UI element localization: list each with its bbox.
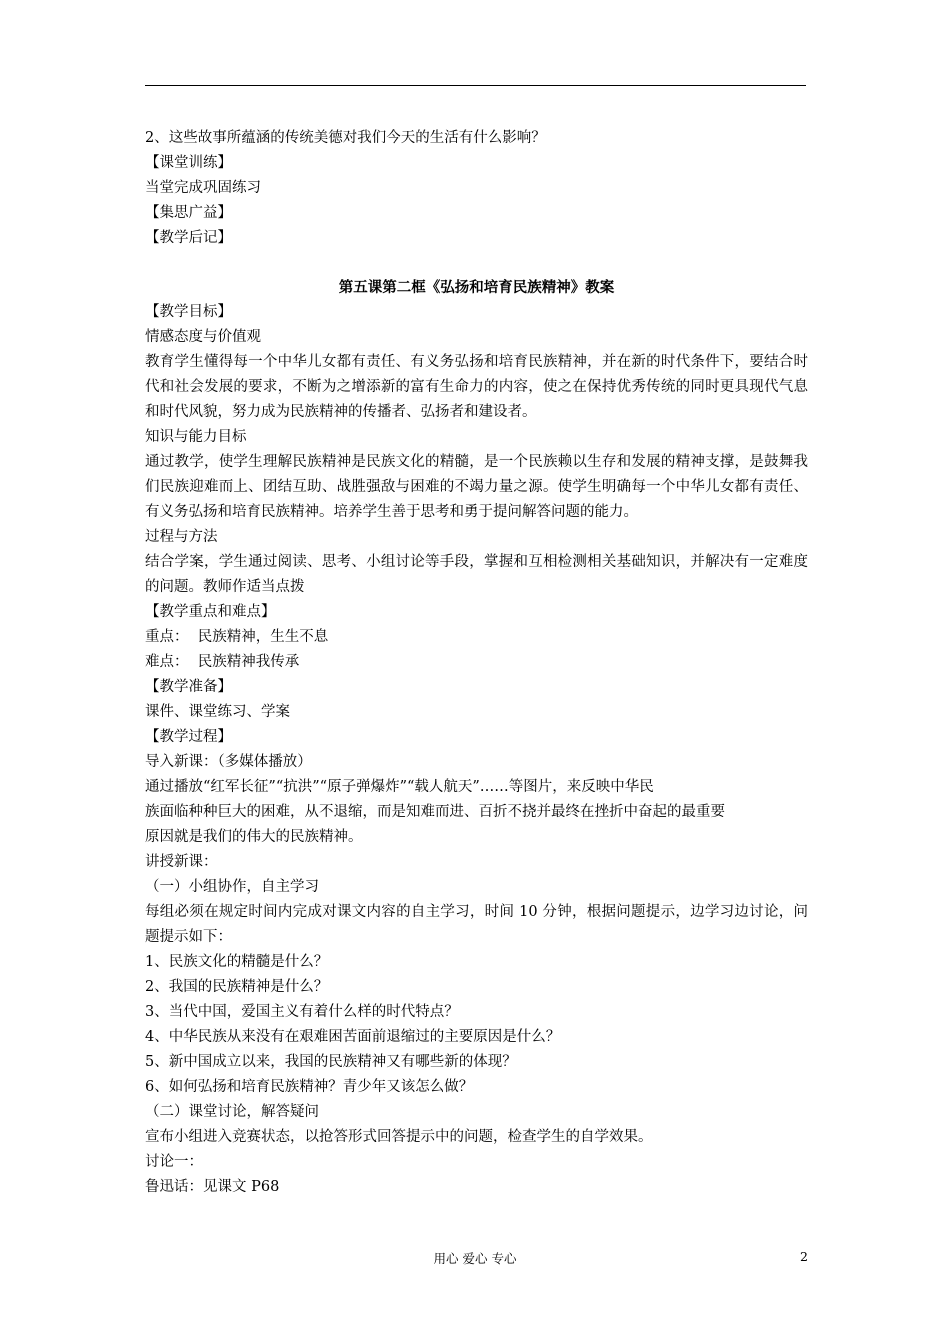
text-line: 2、这些故事所蕴涵的传统美德对我们今天的生活有什么影响？ [145, 130, 546, 146]
discuss-text: 宣布小组进入竞赛状态，以抢答形式回答提示中的问题，检查学生的自学效果。 [145, 1129, 653, 1145]
subheading-knowledge: 知识与能力目标 [145, 429, 247, 445]
question-item: 6、如何弘扬和培育民族精神？青少年又该怎么做？ [145, 1079, 474, 1095]
text-line: 当堂完成巩固练习 [145, 180, 261, 196]
intro-line: 原因就是我们的伟大的民族精神。 [145, 829, 363, 845]
discuss-one-label: 讨论一： [145, 1154, 203, 1170]
difficult-point: 难点： 民族精神我传承 [145, 654, 300, 670]
question-item: 3、当代中国，爱国主义有着什么样的时代特点？ [145, 1004, 459, 1020]
prep-text: 课件、课堂练习、学案 [145, 704, 290, 720]
question-item: 1、民族文化的精髓是什么？ [145, 954, 329, 970]
paragraph-process: 结合学案，学生通过阅读、思考、小组讨论等手段，掌握和互相检测相关基础知识，并解决有一定难度的问题。教师作适当点拨 [145, 554, 808, 595]
intro-heading: 导入新课：（多媒体播放） [145, 754, 312, 770]
lecture-heading: 讲授新课： [145, 854, 218, 870]
section-heading-notes: 【教学后记】 [145, 230, 232, 246]
section-heading-prep: 【教学准备】 [145, 679, 232, 695]
section-heading-training: 【课堂训练】 [145, 155, 232, 171]
footer-motto: 用心 爱心 专心 [433, 1251, 517, 1266]
discuss-heading: （二）课堂讨论，解答疑问 [145, 1104, 319, 1120]
paragraph-knowledge: 通过教学，使学生理解民族精神是民族文化的精髓，是一个民族赖以生存和发展的精神支撑，是鼓舞我们民族迎难而上、团结互助、战胜强敌与困难的不竭力量之源。使学生明确每一个中华儿女都有责任、有义务弘扬和培育民族精神。培养学生善于思考和勇于提问解答问题的能力。 [145, 454, 808, 520]
section-heading-goals: 【教学目标】 [145, 304, 232, 320]
key-point: 重点： 民族精神，生生不息 [145, 629, 329, 645]
intro-line: 通过播放“红军长征”“抗洪”“原子弹爆炸”“载人航天”……等图片，来反映中华民 [145, 779, 654, 795]
paragraph-emotion: 教育学生懂得每一个中华儿女都有责任、有义务弘扬和培育民族精神，并在新的时代条件下，要结合时代和社会发展的要求，不断为之增添新的富有生命力的内容，使之在保持优秀传统的同时更具现代气息和时代风貌，努力成为民族精神的传播者、弘扬者和建设者。 [145, 354, 808, 420]
question-item: 4、中华民族从来没有在艰难困苦面前退缩过的主要原因是什么？ [145, 1029, 561, 1045]
section-heading-teaching-process: 【教学过程】 [145, 729, 232, 745]
page-number: 2 [800, 1249, 808, 1264]
header-rule [145, 85, 806, 86]
subheading-emotion: 情感态度与价值观 [145, 329, 261, 345]
document-body [145, 126, 815, 1200]
intro-line: 族面临种种巨大的困难，从不退缩，而是知难而进、百折不挠并最终在挫折中奋起的最重要 [145, 804, 725, 820]
question-item: 2、我国的民族精神是什么？ [145, 979, 329, 995]
paragraph-group: 每组必须在规定时间内完成对课文内容的自主学习，时间 10 分钟，根据问题提示，边学习边讨论，问题提示如下： [145, 904, 808, 945]
lesson-title: 第五课第二框《弘扬和培育民族精神》教案 [338, 279, 615, 296]
section-heading-key: 【教学重点和难点】 [145, 604, 276, 620]
section-heading-ideas: 【集思广益】 [145, 205, 232, 221]
luxun-line: 鲁迅话：见课文 P68 [145, 1179, 280, 1195]
group-heading: （一）小组协作，自主学习 [145, 879, 319, 895]
question-item: 5、新中国成立以来，我国的民族精神又有哪些新的体现？ [145, 1054, 517, 1070]
subheading-process: 过程与方法 [145, 529, 218, 545]
